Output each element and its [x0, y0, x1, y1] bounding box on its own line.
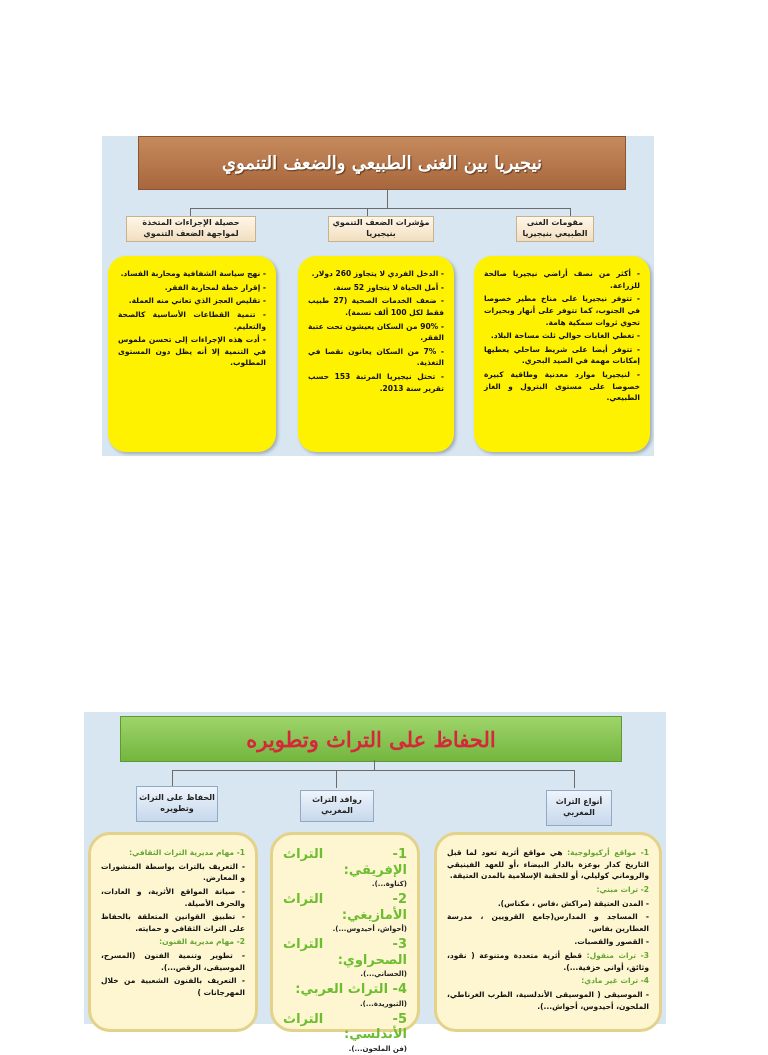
card-wealth: [474, 256, 650, 452]
card-weakness: [298, 256, 454, 452]
card-entry: [101, 936, 245, 948]
card-line: - تغطي الغابات حوالي ثلث مساحة البلاد.: [490, 331, 640, 341]
card-line: - 7% من السكان يعانون نقصا في التغذية.: [308, 346, 444, 368]
card-line: - ضعف الخدمات الصحية (27 طبيب فقط لكل 100 ألف نسمة).: [308, 296, 445, 317]
card-entry: [447, 911, 649, 934]
card-entry: [283, 1012, 407, 1055]
diagram-nigeria: [102, 136, 654, 456]
entry-text: - المساجد و المدارس(جامع القرويين ، مدرسة العطارين بفاس.: [447, 912, 649, 933]
diagram-title: نيجيريا بين الغنى الطبيعي والضعف التنموي: [138, 136, 626, 190]
entry-heading: 5- التراث الأندلسي:: [283, 1011, 407, 1043]
card-entry: [101, 847, 245, 859]
entry-text: هي مواقع أثرية تعود لما قبل التاريخ كدار بوعزة بالدار البيضاء ،أو للعهد الفينيقي والروماني كوليلي، أو للحقبة الإسلامية بالمدن العتيقة.: [447, 848, 649, 881]
connector-line: [387, 188, 388, 208]
entry-heading: 1- مهام مديرية التراث الثقافي:: [129, 848, 245, 857]
card-entry: [283, 937, 407, 980]
entry-text: - الموسيقى ( الموسيقى الأندلسية، الطرب الغرناطي، الملحون، أحيدوس، أحواش...).: [447, 989, 649, 1011]
entry-text: - صيانة المواقع الأثرية، و العادات، والحرف الأصيلة.: [101, 886, 245, 908]
card-line: - لنيجيريا موارد معدنية وطاقية كبيرة خصوصا على مستوى البترول و الغاز الطبيعي.: [484, 370, 640, 403]
entry-text: - التعريف بالتراث بواسطة المنشورات و المعارض.: [101, 861, 245, 883]
entry-text: (التبوريدة...).: [359, 999, 407, 1008]
entry-heading: 2- التراث الأمازيغي:: [283, 892, 407, 923]
card-entry: [447, 950, 649, 973]
card-entry: [101, 975, 245, 998]
card-entry: [447, 989, 649, 1012]
card-entry: [447, 975, 649, 987]
entry-heading: 1- مواقع أركيولوجية:: [562, 848, 649, 857]
entry-heading: 4- تراث غير مادي:: [581, 976, 649, 986]
entry-text: (الحساني...).: [360, 970, 407, 979]
card-line: - إقرار خطة لمحاربة الفقر.: [164, 282, 266, 292]
node-preservation: الحفاظ على التراث وتطويره: [136, 786, 218, 822]
entry-heading: 1- التراث الإفريقي:: [283, 847, 407, 878]
card-entry: [283, 847, 407, 890]
entry-text: - المدن العتيقة (مراكش ،فاس ، مكناس).: [497, 898, 649, 908]
entry-heading: 3- التراث الصحراوي:: [283, 937, 407, 968]
entry-text: (كناوة...).: [371, 880, 407, 889]
node-tributaries: روافد التراث المغربي: [300, 790, 374, 822]
card-entry: [447, 847, 649, 882]
entry-text: - تطبيق القوانين المتعلقة بالحفاظ على التراث الثقافي و حمايته.: [101, 912, 245, 933]
entry-text: (فن الملحون...).: [348, 1044, 407, 1053]
card-entry: [101, 950, 245, 973]
node-types: أنواع التراث المغربي: [546, 790, 612, 826]
node-measures: حصيلة الإجراءات المتخذة لمواجهة الضعف التنموي: [126, 216, 256, 242]
card-entry: [101, 861, 245, 884]
card-types: [434, 832, 662, 1032]
card-tributaries: [270, 832, 420, 1053]
card-entry: [101, 911, 245, 934]
card-line: - تحتل نيجيريا المرتبة 153 حسب تقرير سنة 2013.: [308, 372, 444, 393]
diagram-heritage: [84, 712, 666, 1053]
connector-line: [190, 208, 570, 209]
card-preservation: [88, 832, 258, 1032]
card-entry: [283, 892, 407, 935]
card-line: - تقليص العجز الذي تعاني منه العملة.: [128, 296, 266, 306]
connector-line: [336, 770, 337, 788]
entry-text: (أحواش، أحيدوس...).: [332, 925, 407, 934]
entry-heading: 3- تراث منقول:: [582, 951, 649, 960]
card-line: - 90% من السكان يعيشون تحت عتبة الفقر.: [308, 321, 444, 343]
entry-heading: 2- مهام مديرية الفنون:: [159, 937, 245, 947]
connector-line: [374, 760, 375, 770]
card-measures: [108, 256, 276, 452]
card-line: - الدخل الفردي لا يتجاوز 260 دولار.: [311, 269, 444, 278]
node-weakness: مؤشرات الضعف التنموي بنيجيريا: [328, 216, 434, 242]
card-entry: [447, 884, 649, 896]
card-line: - نهج سياسة الشفافية ومحاربة الفساد.: [120, 269, 266, 278]
card-line: - أمل الحياة لا يتجاوز 52 سنة.: [333, 282, 444, 292]
entry-heading: 4- التراث العربي:: [295, 982, 407, 998]
card-line: - تتوفر أيضا على شريط ساحلي يعطيها إمكانات مهمة في الصيد البحري.: [484, 344, 640, 366]
diagram-title: الحفاظ على التراث وتطويره: [120, 716, 622, 762]
entry-text: - القصور والقصبات.: [574, 937, 649, 947]
entry-text: - تطوير وتنمية الفنون (المسرح، الموسيقى، الرقص...).: [101, 951, 245, 972]
entry-text: قطع أثرية متعددة ومتنوعة ( نقود، وثائق، أواني خزفية...).: [447, 951, 649, 972]
node-wealth: مقومات الغنى الطبيعي بنيجيريا: [516, 216, 594, 242]
card-entry: [101, 886, 245, 909]
card-entry: [447, 936, 649, 948]
entry-heading: 2- تراث مبني:: [596, 884, 649, 894]
connector-line: [172, 770, 574, 771]
card-line: - أكثر من نصف أراضي نيجيريا صالحة للزراعة.: [484, 269, 640, 290]
card-line: - أدت هذه الإجراءات إلى تحسن ملموس في التنمية إلا أنه يظل دون المستوى المطلوب.: [118, 335, 266, 368]
card-line: - تنمية القطاعات الأساسية كالصحة والتعليم.: [118, 309, 266, 331]
card-entry: [283, 982, 407, 1009]
card-entry: [447, 898, 649, 910]
entry-text: - التعريف بالفنون الشعبية من خلال المهرجانات ): [101, 976, 245, 997]
card-line: - تتوفر نيجيريا على مناخ مطير خصوصا في الجنوب، كما تتوفر على أنهار وبحيرات تحوي ثروات سمكية هامة.: [484, 294, 640, 327]
connector-line: [574, 770, 575, 788]
